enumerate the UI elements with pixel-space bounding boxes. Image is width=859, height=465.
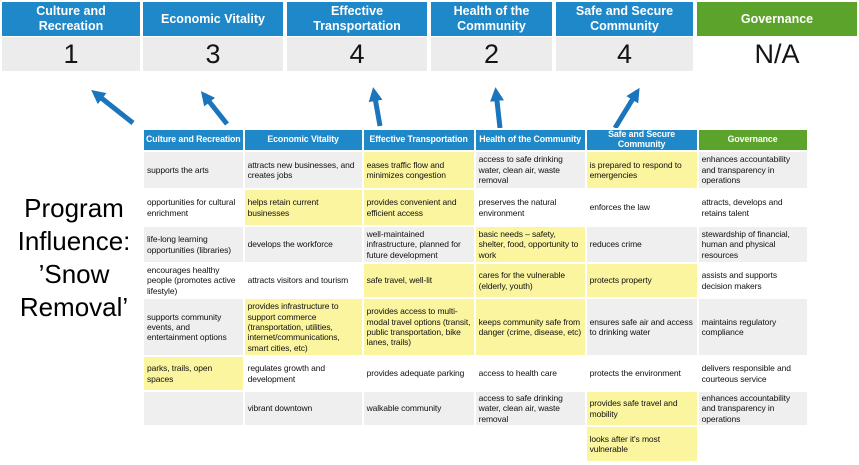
matrix-cell: keeps community safe from danger (crime, disease, etc) [475,298,586,356]
matrix-cell: life-long learning opportunities (libraries) [143,226,244,263]
matrix-row [143,426,808,462]
matrix-row [143,226,808,263]
matrix-row [143,391,808,426]
matrix-cell: cares for the vulnerable (elderly, youth) [475,263,586,298]
matrix-cell: enhances accountability and transparency in operations [698,391,808,426]
matrix-cell: provides adequate parking [363,356,475,391]
matrix-cell: parks, trails, open spaces [143,356,244,391]
matrix-cell: basic needs – safety, shelter, food, opportunity to work [475,226,586,263]
matrix-cell: access to health care [475,356,586,391]
priority-box-health-community: Health of the Community [431,2,552,36]
matrix-row [143,263,808,298]
arrow-culture-icon [95,93,133,123]
score-governance: N/A [697,37,857,71]
matrix-row [143,298,808,356]
matrix-cell: safe travel, well-lit [363,263,475,298]
matrix-cell: enhances accountability and transparency in operations [698,151,808,189]
matrix-header-row [143,129,808,151]
matrix-cell: protects the environment [586,356,698,391]
matrix-cell: assists and supports decision makers [698,263,808,298]
program-title-line: ’Snow [38,259,110,289]
score-health-community: 2 [431,37,552,71]
matrix-row [143,189,808,226]
matrix-cell [698,426,808,462]
matrix-cell: attracts visitors and tourism [244,263,363,298]
matrix-cell: provides access to multi-modal travel options (transit, public transportation, bike lanes, trails) [363,298,475,356]
priority-box-safe-secure-community: Safe and Secure Community [556,2,693,36]
matrix-cell: walkable community [363,391,475,426]
matrix-cell: helps retain current businesses [244,189,363,226]
score-culture-recreation: 1 [2,37,140,71]
matrix-cell [143,391,244,426]
matrix-cell: provides convenient and efficient access [363,189,475,226]
matrix-cell: well-maintained infrastructure, planned for future development [363,226,475,263]
matrix-cell: supports community events, and entertainment options [143,298,244,356]
matrix-cell [244,426,363,462]
matrix-cell: vibrant downtown [244,391,363,426]
matrix-cell: access to safe drinking water, clean air, waste removal [475,391,586,426]
matrix-cell [143,426,244,462]
matrix-header-governance: Governance [698,129,808,151]
matrix-cell: eases traffic flow and minimizes congestion [363,151,475,189]
matrix-cell: attracts, develops and retains talent [698,189,808,226]
matrix-cell: is prepared to respond to emergencies [586,151,698,189]
priority-box-culture-recreation: Culture and Recreation [2,2,140,36]
matrix-cell: develops the workforce [244,226,363,263]
matrix-cell [363,426,475,462]
matrix-header-safe-secure: Safe and Secure Community [586,129,698,151]
matrix-cell: attracts new businesses, and creates jobs [244,151,363,189]
matrix-row [143,356,808,391]
matrix-cell: encourages healthy people (promotes active lifestyle) [143,263,244,298]
program-title [0,192,148,324]
matrix-cell: looks after it's most vulnerable [586,426,698,462]
arrow-safe-secure-icon [615,92,637,128]
matrix-cell: supports the arts [143,151,244,189]
matrix-cell: opportunities for cultural enrichment [143,189,244,226]
matrix-header-health: Health of the Community [475,129,586,151]
arrow-transportation-icon [374,92,380,126]
program-title-line: Influence: [17,226,131,256]
matrix-cell: protects property [586,263,698,298]
matrix-cell: provides safe travel and mobility [586,391,698,426]
score-economic-vitality: 3 [143,37,283,71]
score-safe-secure-community: 4 [556,37,693,71]
matrix-cell: reduces crime [586,226,698,263]
matrix-cell [475,426,586,462]
matrix-header-culture: Culture and Recreation [143,129,244,151]
priority-box-governance: Governance [697,2,857,36]
priority-box-economic-vitality: Economic Vitality [143,2,283,36]
matrix-row [143,151,808,189]
influence-matrix [142,128,809,463]
priority-box-effective-transportation: Effective Transportation [287,2,427,36]
matrix-cell: regulates growth and development [244,356,363,391]
matrix-header-economic: Economic Vitality [244,129,363,151]
matrix-header-transportation: Effective Transportation [363,129,475,151]
matrix-cell: stewardship of financial, human and physical resources [698,226,808,263]
matrix-cell: maintains regulatory compliance [698,298,808,356]
matrix-cell: preserves the natural environment [475,189,586,226]
arrow-health-icon [496,92,500,128]
program-title-line: Program [24,193,124,223]
arrow-economic-icon [204,95,227,124]
score-effective-transportation: 4 [287,37,427,71]
matrix-cell: provides infrastructure to support commerce (transportation, utilities, internet/communications, smart cities, etc) [244,298,363,356]
matrix-cell: delivers responsible and courteous service [698,356,808,391]
matrix-cell: access to safe drinking water, clean air, waste removal [475,151,586,189]
matrix-cell: ensures safe air and access to drinking water [586,298,698,356]
matrix-cell: enforces the law [586,189,698,226]
program-title-line: Removal’ [19,292,129,322]
